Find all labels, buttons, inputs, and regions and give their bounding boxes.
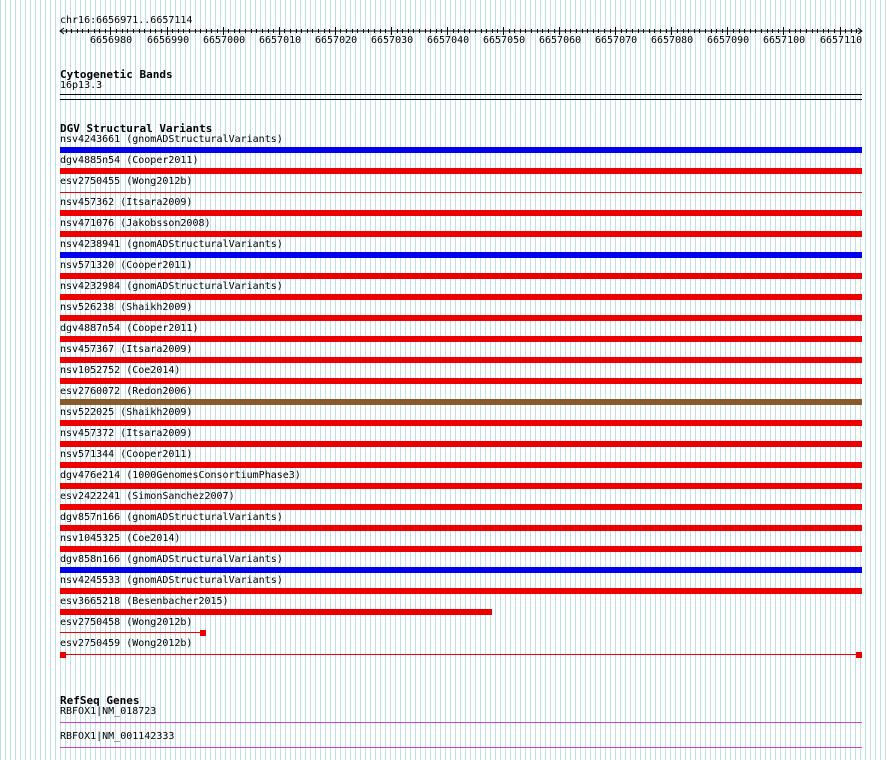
variant-bar[interactable] [60, 504, 862, 510]
variant-label[interactable]: nsv4232984 (gnomADStructuralVariants) [60, 281, 283, 292]
variant-bar[interactable] [60, 294, 862, 300]
variant-label[interactable]: nsv471076 (Jakobsson2008) [60, 218, 211, 229]
variant-bar[interactable] [60, 546, 862, 552]
variant-bar[interactable] [60, 231, 862, 237]
ruler-tick-label: 6657030 [371, 35, 414, 46]
variant-bar[interactable] [60, 525, 862, 531]
cytoband-title: Cytogenetic Bands [60, 68, 173, 81]
variant-label[interactable]: esv2760072 (Redon2006) [60, 386, 193, 397]
variant-bar[interactable] [60, 378, 862, 384]
variant-label[interactable]: esv2750459 (Wong2012b) [60, 638, 193, 649]
variant-label[interactable]: dgv858n166 (gnomADStructuralVariants) [60, 554, 283, 565]
cytoband-line [60, 94, 862, 95]
ruler-tick-label: 6657110 [820, 35, 863, 46]
variant-bar[interactable] [60, 315, 862, 321]
variant-label[interactable]: nsv571344 (Cooper2011) [60, 449, 193, 460]
variant-bar[interactable] [60, 210, 862, 216]
dgv-title: DGV Structural Variants [60, 122, 213, 135]
gene-label[interactable]: RBFOX1|NM_001142333 [60, 731, 175, 742]
ruler-tick-label: 6657020 [315, 35, 358, 46]
ruler-tick-label: 6657040 [427, 35, 470, 46]
refseq-title: RefSeq Genes [60, 694, 140, 707]
variant-label[interactable]: nsv1052752 (Coe2014) [60, 365, 181, 376]
ruler-tick-label: 6657060 [539, 35, 582, 46]
region-label: chr16:6656971..6657114 [60, 15, 193, 26]
variant-bar[interactable] [60, 252, 862, 258]
variant-label[interactable]: nsv4243661 (gnomADStructuralVariants) [60, 134, 283, 145]
variant-bar[interactable] [60, 588, 862, 594]
variant-bar[interactable] [60, 147, 862, 153]
variant-label[interactable]: dgv4885n54 (Cooper2011) [60, 155, 199, 166]
variant-label[interactable]: nsv4245533 (gnomADStructuralVariants) [60, 575, 283, 586]
variant-bar[interactable] [60, 168, 862, 174]
variant-bar[interactable] [60, 567, 862, 573]
variant-label[interactable]: nsv4238941 (gnomADStructuralVariants) [60, 239, 283, 250]
variant-bar[interactable] [60, 357, 862, 363]
variant-label[interactable]: dgv476e214 (1000GenomesConsortiumPhase3) [60, 470, 301, 481]
ruler-tick-label: 6657080 [651, 35, 694, 46]
variant-bar[interactable] [60, 609, 492, 615]
variant-label[interactable]: nsv522025 (Shaikh2009) [60, 407, 193, 418]
variant-label[interactable]: nsv457367 (Itsara2009) [60, 344, 193, 355]
variant-label[interactable]: nsv457362 (Itsara2009) [60, 197, 193, 208]
variant-end-box[interactable] [856, 652, 862, 658]
variant-label[interactable]: esv3665218 (Besenbacher2015) [60, 596, 229, 607]
variant-bar[interactable] [60, 336, 862, 342]
ruler-tick-label: 6657050 [483, 35, 526, 46]
cytoband-label: 16p13.3 [60, 80, 103, 91]
variant-bar[interactable] [60, 462, 862, 468]
ruler-tick-label: 6657070 [595, 35, 638, 46]
ruler-tick-label: 6657090 [707, 35, 750, 46]
variant-label[interactable]: dgv4887n54 (Cooper2011) [60, 323, 199, 334]
gene-intron-line[interactable] [60, 722, 862, 723]
variant-bar[interactable] [60, 399, 862, 405]
ruler-tick-label: 6657010 [259, 35, 302, 46]
variant-bar[interactable] [60, 273, 862, 279]
ruler-tick-label: 6657100 [763, 35, 806, 46]
variant-label[interactable]: nsv526238 (Shaikh2009) [60, 302, 193, 313]
variant-label[interactable]: esv2750455 (Wong2012b) [60, 176, 193, 187]
variant-label[interactable]: esv2750458 (Wong2012b) [60, 617, 193, 628]
gene-label[interactable]: RBFOX1|NM_018723 [60, 706, 157, 717]
variant-label[interactable]: dgv857n166 (gnomADStructuralVariants) [60, 512, 283, 523]
variant-label[interactable]: nsv1045325 (Coe2014) [60, 533, 181, 544]
variant-start-box[interactable] [60, 652, 66, 658]
variant-bar[interactable] [60, 420, 862, 426]
variant-label[interactable]: nsv571320 (Cooper2011) [60, 260, 193, 271]
ruler-axis [0, 0, 890, 60]
ruler-tick-label: 6656990 [147, 35, 190, 46]
variant-bar[interactable] [60, 483, 862, 489]
variant-bar[interactable] [60, 632, 200, 633]
variant-label[interactable]: esv2422241 (SimonSanchez2007) [60, 491, 235, 502]
ruler-tick-label: 6656980 [90, 35, 133, 46]
variant-end-box[interactable] [200, 630, 206, 636]
variant-bar[interactable] [60, 192, 862, 193]
variant-bar[interactable] [60, 654, 862, 655]
gene-intron-line[interactable] [60, 747, 862, 748]
variant-bar[interactable] [60, 441, 862, 447]
ruler-tick-label: 6657000 [203, 35, 246, 46]
cytoband-line-2 [60, 99, 862, 100]
variant-label[interactable]: nsv457372 (Itsara2009) [60, 428, 193, 439]
